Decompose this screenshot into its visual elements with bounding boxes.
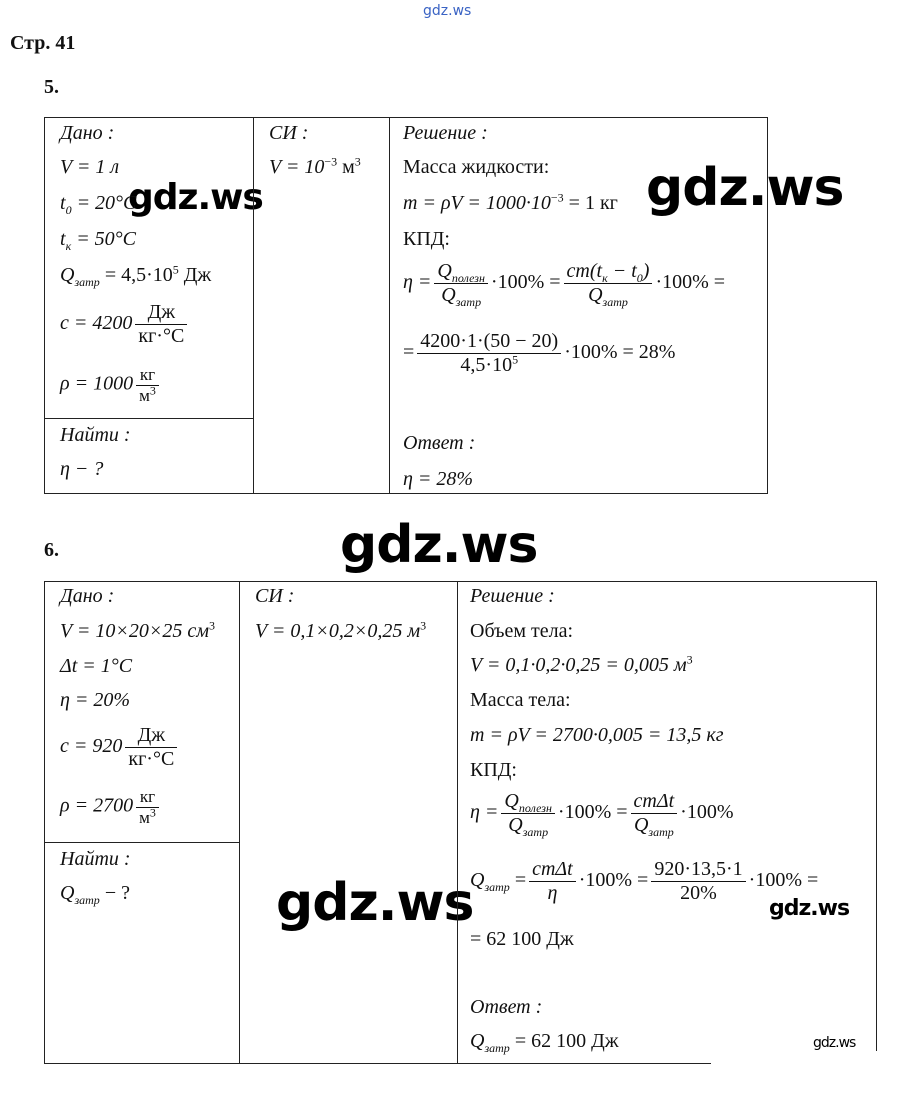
kpd-formula: η = $\frac{Q_{полезн}}{Q_{затр}}$ ·100% = $\frac{cm(t_к - t_0)}{Q_{затр}}$ ·100% = bbox=[403, 260, 726, 309]
kpd6-formula: η = $\frac{Q_{полезн}}{Q_{затр}}$ ·100% = $\frac{\text{cmΔt}}{Q_{затр}}$ ·100% bbox=[470, 790, 734, 839]
find-eta: η − ? bbox=[60, 458, 104, 480]
given-q: $Q_{затр} = 4,5\cdot 10^5$ Дж bbox=[60, 262, 212, 289]
q6-formula: $Q_{затр}$ = $\frac{\text{cmΔt}}{\eta}$ ·100% = $\frac{920\cdot 13,5\cdot 1}{20\%}$ ·100% = bbox=[470, 858, 819, 904]
watermark-6: gdz.ws bbox=[813, 1035, 856, 1051]
volume6-title: Объем тела: bbox=[470, 620, 574, 642]
answer-title: Ответ : bbox=[403, 432, 476, 454]
watermark-1: gdz.ws bbox=[128, 177, 263, 218]
mass-formula: $m = \rho V = 1000\cdot 10^{-3} = 1$ кг bbox=[403, 190, 618, 214]
problem-6-number: 6. bbox=[44, 539, 59, 561]
page-label: Стр. 41 bbox=[10, 32, 76, 54]
watermark-4: gdz.ws bbox=[276, 873, 474, 933]
given6-c: c = 920 $\frac{Дж}{кг\cdot^\circ C}$ bbox=[60, 724, 180, 771]
solution6-title: Решение : bbox=[470, 585, 555, 607]
problem-6-table bbox=[44, 581, 877, 1064]
given6-title: Дано : bbox=[60, 585, 115, 607]
find-title: Найти : bbox=[60, 424, 131, 446]
given-tk: $t_к = 50^\circ C$ bbox=[60, 228, 137, 253]
si-volume: $V = 10^{-3}$ $м^3$ bbox=[269, 154, 361, 178]
find6-title: Найти : bbox=[60, 848, 131, 870]
answer6-value: $Q_{затр} = 62$ 100 Дж bbox=[470, 1030, 619, 1055]
given-volume: V = 1 л bbox=[60, 156, 120, 178]
watermark-5: gdz.ws bbox=[769, 896, 850, 921]
given6-dt: Δt = 1°C bbox=[60, 655, 133, 677]
watermark-top: gdz.ws bbox=[423, 3, 472, 19]
given-c: c = 4200 $\frac{Дж}{кг\cdot^\circ C}$ bbox=[60, 301, 190, 348]
given-rho: ρ = 1000 $\frac{кг}{м^3}$ bbox=[60, 365, 162, 405]
q6-result: = 62 100 Дж bbox=[470, 928, 574, 950]
answer6-title: Ответ : bbox=[470, 996, 543, 1018]
mass-title: Масса жидкости: bbox=[403, 156, 550, 178]
kpd-title: КПД: bbox=[403, 228, 450, 250]
solution-title: Решение : bbox=[403, 122, 488, 144]
given-t0: $t_0 = 20^\circ C$ bbox=[60, 192, 137, 217]
si-title: СИ : bbox=[269, 122, 309, 144]
given6-rho: ρ = 2700 $\frac{кг}{м^3}$ bbox=[60, 787, 162, 827]
mass6-title: Масса тела: bbox=[470, 689, 571, 711]
problem-5-number: 5. bbox=[44, 76, 59, 98]
given6-eta: η = 20% bbox=[60, 689, 131, 711]
kpd6-title: КПД: bbox=[470, 759, 517, 781]
watermark-3: gdz.ws bbox=[340, 515, 538, 575]
kpd-calc: = $\frac{4200\cdot 1\cdot(50 - 20)}{4,5\cdot 10^5}$ ·100% = 28% bbox=[403, 330, 676, 376]
find6-q: $Q_{затр}$ − ? bbox=[60, 882, 130, 907]
si6-title: СИ : bbox=[255, 585, 295, 607]
si6-volume: V = 0,1×0,2×0,25 $м^3$ bbox=[255, 618, 427, 642]
given6-volume: V = 10×20×25 $см^3$ bbox=[60, 618, 215, 642]
problem-5-table bbox=[44, 117, 768, 494]
given-title: Дано : bbox=[60, 122, 115, 144]
watermark-2: gdz.ws bbox=[646, 158, 844, 218]
mass6-formula: m = ρV = 2700·0,005 = 13,5 кг bbox=[470, 724, 724, 746]
answer-value: η = 28% bbox=[403, 468, 474, 490]
volume6-formula: V = 0,1·0,2·0,25 = 0,005 $м^3$ bbox=[470, 652, 693, 676]
